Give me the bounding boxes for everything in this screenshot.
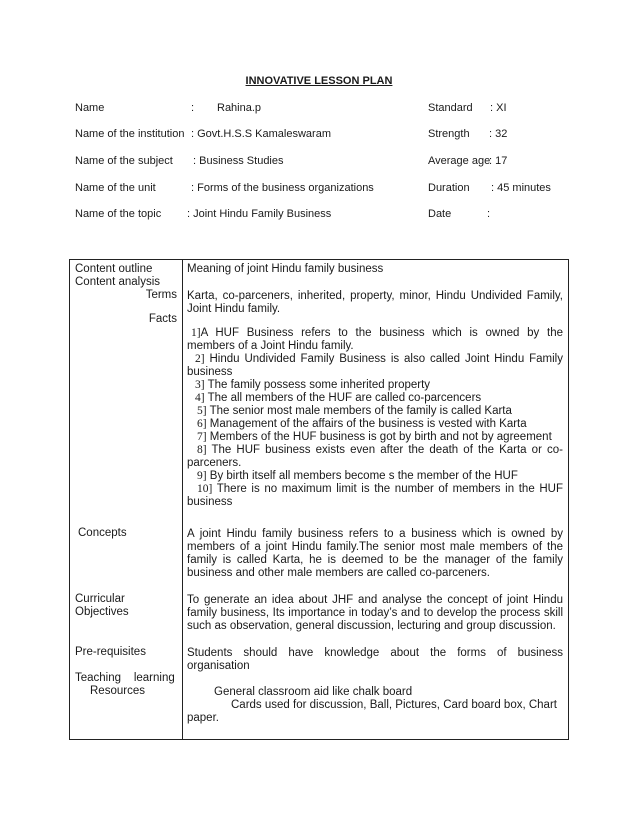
label-curricular: Curricular xyxy=(75,593,125,605)
duration-label: Duration xyxy=(428,182,470,194)
concepts-text: A joint Hindu family business refers to a business which is owned by members of a joint Hindu family.The senior most male members of the family is called Karta, he is deemed to be the manager of the family business and other male members are called co-parceners. xyxy=(187,528,563,579)
fact-item: 1]A HUF Business refers to the business which is owned by the members of a Joint Hindu family. xyxy=(187,327,563,352)
fact-item: 2] Hindu Undivided Family Business is also called Joint Hindu Family business xyxy=(187,353,563,378)
fact-item: 10] There is no maximum limit is the number of members in the HUF business xyxy=(187,483,563,508)
date-label: Date xyxy=(428,208,452,220)
label-content-analysis: Content analysis xyxy=(75,276,161,288)
label-prerequisites: Pre-requisites xyxy=(75,646,146,658)
unit-value: : Forms of the business organizations xyxy=(191,182,374,194)
curricular-objectives-text: To generate an idea about JHF and analyse the concept of joint Hindu family business, Its importance in today’s and to develop the process skill such as observation, general discussion, lecturing and group discussion. xyxy=(187,594,563,632)
label-content-outline: Content outline xyxy=(75,263,153,275)
standard-label: Standard xyxy=(428,102,473,114)
resources-line-1: General classroom aid like chalk board xyxy=(214,686,413,698)
content-outline-text: Meaning of joint Hindu family business xyxy=(187,263,384,275)
fact-item: 8] The HUF business exists even after the death of the Karta or co-parceners. xyxy=(187,444,563,469)
label-facts: Facts xyxy=(148,313,177,325)
unit-label: Name of the unit xyxy=(75,182,156,194)
standard-value: : XI xyxy=(490,102,507,114)
lesson-plan-table xyxy=(69,259,569,740)
duration-value: : 45 minutes xyxy=(491,182,551,194)
institution-value: : Govt.H.S.S Kamaleswaram xyxy=(191,128,331,140)
name-value: Rahina.p xyxy=(217,102,262,114)
average-age-label: Average age xyxy=(428,155,491,167)
fact-item: 4] The all members of the HUF are called co-parcencers xyxy=(195,392,482,404)
column-divider xyxy=(182,260,183,739)
strength-value: : 32 xyxy=(489,128,508,140)
name-separator: : xyxy=(191,102,195,114)
fact-item: 3] The family possess some inherited property xyxy=(195,379,431,391)
topic-label: Name of the topic xyxy=(75,208,162,220)
label-teaching-learning: Teaching learning xyxy=(75,672,175,684)
institution-label: Name of the institution xyxy=(75,128,185,140)
facts-list xyxy=(187,327,563,509)
topic-value: : Joint Hindu Family Business xyxy=(187,208,332,220)
label-concepts: Concepts xyxy=(78,527,127,539)
fact-item: 7] Members of the HUF business is got by birth and not by agreement xyxy=(197,431,552,443)
strength-label: Strength xyxy=(428,128,470,140)
fact-item: 6] Management of the affairs of the business is vested with Karta xyxy=(197,418,527,430)
date-value: : xyxy=(487,208,491,220)
page-title: INNOVATIVE LESSON PLAN xyxy=(245,75,393,87)
label-terms: Terms xyxy=(145,289,177,301)
average-age-value: : 17 xyxy=(489,155,508,167)
label-objectives: Objectives xyxy=(75,606,129,618)
fact-item: 5] The senior most male members of the family is called Karta xyxy=(197,405,512,417)
name-label: Name xyxy=(75,102,105,114)
prerequisites-text: Students should have knowledge about the forms of business organisation xyxy=(187,647,563,672)
fact-item: 9] By birth itself all members become s the member of the HUF xyxy=(197,470,518,482)
terms-text: Karta, co-parceners, inherited, property, minor, Hindu Undivided Family, Joint Hindu family. xyxy=(187,290,563,315)
subject-value: : Business Studies xyxy=(193,155,284,167)
resources-line-2: Cards used for discussion, Ball, Pictures, Card board box, Chart paper. xyxy=(187,699,557,724)
label-resources: Resources xyxy=(90,685,145,697)
subject-label: Name of the subject xyxy=(75,155,173,167)
